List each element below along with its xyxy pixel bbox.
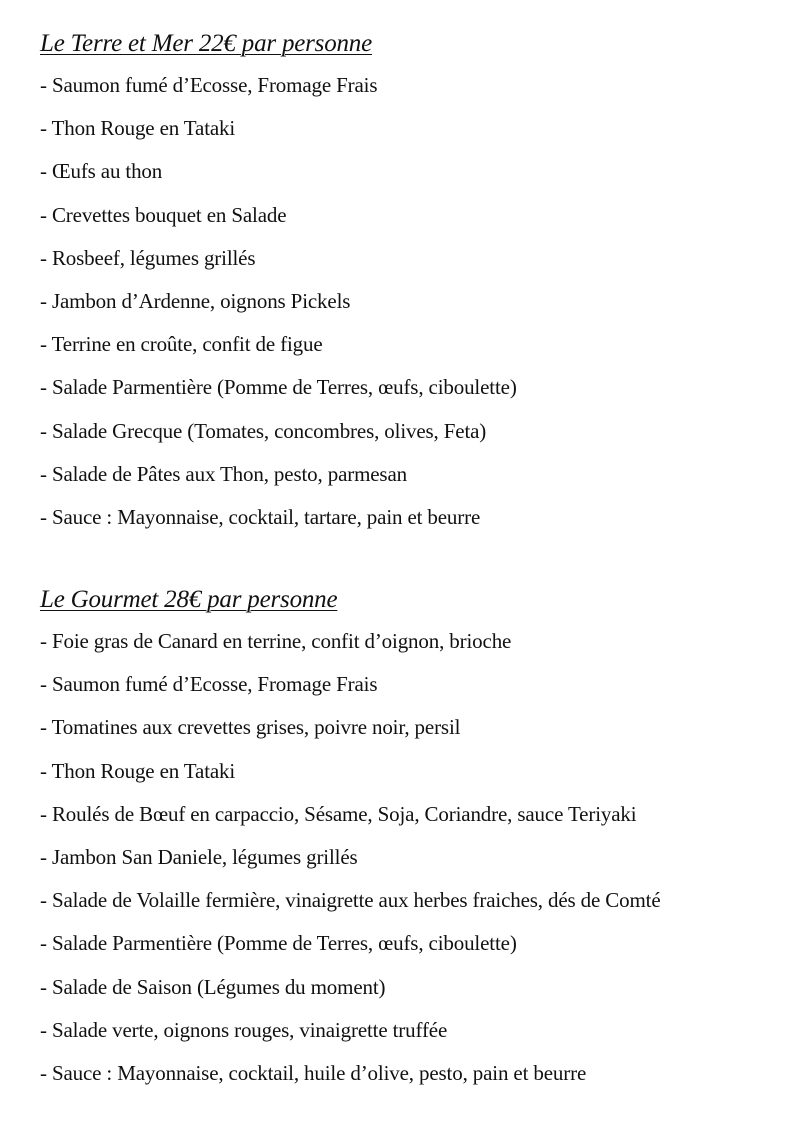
menu-item: - Saumon fumé d’Ecosse, Fromage Frais [40, 73, 378, 97]
menu-item: - Rosbeef, légumes grillés [40, 245, 256, 270]
menu-item: - Thon Rouge en Tataki [40, 758, 236, 783]
menu-item: - Jambon d’Ardenne, oignons Pickels [40, 288, 351, 313]
menu-section-gourmet [40, 580, 780, 1095]
menu-item: - Salade verte, oignons rouges, vinaigrette truffée [40, 1017, 448, 1042]
menu-item: - Tomatines aux crevettes grises, poivre noir, persil [40, 715, 461, 740]
menu-document [40, 24, 780, 1095]
menu-item: - Sauce : Mayonnaise, cocktail, huile d’olive, pesto, pain et beurre [40, 1060, 587, 1085]
menu-item: - Crevettes bouquet en Salade [40, 202, 287, 227]
menu-item: - Salade Parmentière (Pomme de Terres, œufs, ciboulette) [40, 375, 517, 400]
menu-item: - Salade de Pâtes aux Thon, pesto, parmesan [40, 461, 407, 486]
menu-item: - Thon Rouge en Tataki [40, 116, 236, 141]
menu-item: - Salade Parmentière (Pomme de Terres, œufs, ciboulette) [40, 931, 517, 956]
menu-item: - Saumon fumé d’Ecosse, Fromage Frais [40, 672, 378, 697]
menu-section-terre-et-mer [40, 24, 780, 539]
menu-title: Le Terre et Mer 22€ par personne [40, 30, 373, 57]
menu-item: - Roulés de Bœuf en carpaccio, Sésame, Soja, Coriandre, sauce Teriyaki [40, 801, 637, 826]
menu-item: - Salade Grecque (Tomates, concombres, olives, Feta) [40, 418, 487, 443]
menu-item-list [40, 64, 780, 539]
menu-item: - Foie gras de Canard en terrine, confit d’oignon, brioche [40, 629, 512, 654]
menu-item-list [40, 620, 780, 1095]
menu-item: - Terrine en croûte, confit de figue [40, 332, 323, 357]
menu-item: - Sauce : Mayonnaise, cocktail, tartare, pain et beurre [40, 504, 481, 529]
menu-item: - Œufs au thon [40, 159, 163, 184]
menu-title: Le Gourmet 28€ par personne [40, 586, 338, 614]
menu-item: - Salade de Saison (Légumes du moment) [40, 974, 386, 999]
menu-item: - Jambon San Daniele, légumes grillés [40, 845, 358, 869]
menu-item: - Salade de Volaille fermière, vinaigrette aux herbes fraiches, dés de Comté [40, 888, 661, 913]
